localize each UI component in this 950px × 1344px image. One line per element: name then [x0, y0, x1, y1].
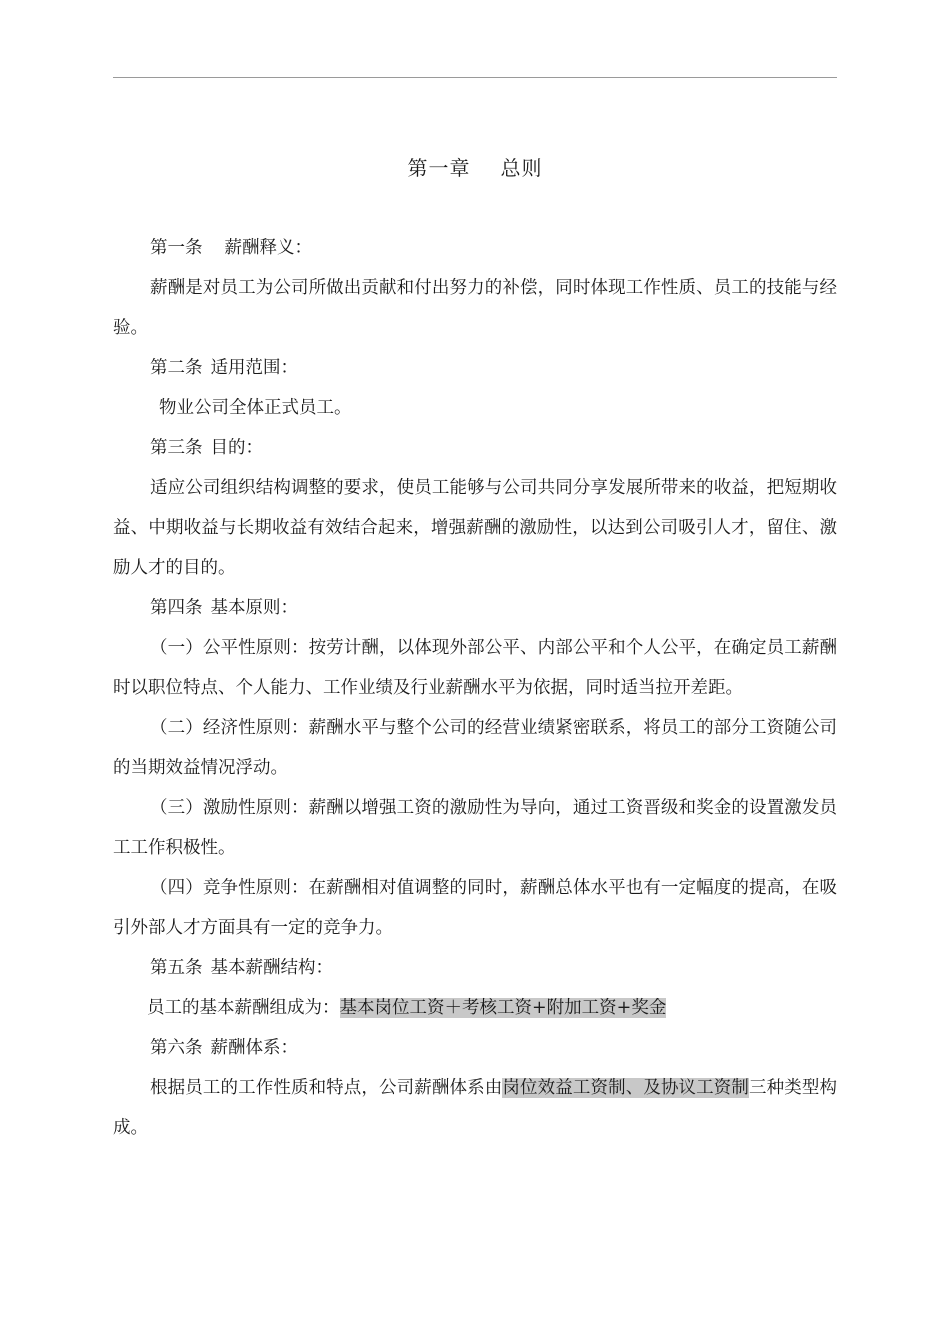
article-6-number: 第六条 — [150, 1038, 203, 1058]
article-3-title: 目的： — [210, 438, 263, 458]
article-4-principle-3: （三）激励性原则：薪酬以增强工资的激励性为导向，通过工资晋级和奖金的设置激发员工工作积极性。 — [113, 798, 837, 858]
chapter-title — [0, 154, 950, 182]
article-1-number: 第一条 — [150, 238, 203, 258]
article-3-heading — [113, 428, 837, 468]
article-5-body-text: 员工的基本薪酬组成为： — [147, 998, 340, 1018]
header-rule — [113, 77, 837, 78]
article-4-principle-2: （二）经济性原则：薪酬水平与整个公司的经营业绩紧密联系，将员工的部分工资随公司的当期效益情况浮动。 — [113, 718, 837, 778]
article-6-heading — [113, 1028, 837, 1068]
article-5-number: 第五条 — [150, 958, 203, 978]
article-3-body: 适应公司组织结构调整的要求，使员工能够与公司共同分享发展所带来的收益，把短期收益、中期收益与长期收益有效结合起来，增强薪酬的激励性，以达到公司吸引人才，留住、激励人才的目的。 — [113, 478, 837, 578]
article-2-heading — [113, 348, 837, 388]
article-6-title: 薪酬体系： — [210, 1038, 298, 1058]
chapter-number: 第一章 — [407, 156, 471, 180]
article-4-principle-1: （一）公平性原则：按劳计酬，以体现外部公平、内部公平和个人公平，在确定员工薪酬时以职位特点、个人能力、工作业绩及行业薪酬水平为依据，同时适当拉开差距。 — [113, 638, 837, 698]
article-5-body — [113, 988, 837, 1028]
document-body — [113, 228, 837, 1148]
article-6-body-suffix: 三种类型构成。 — [113, 1078, 838, 1138]
article-4-title: 基本原则： — [210, 598, 298, 618]
article-5-heading — [113, 948, 837, 988]
article-4-principle-4: （四）竞争性原则：在薪酬相对值调整的同时，薪酬总体水平也有一定幅度的提高，在吸引外部人才方面具有一定的竞争力。 — [113, 878, 837, 938]
article-1-title: 薪酬释义： — [224, 238, 312, 258]
article-5-title: 基本薪酬结构： — [210, 958, 333, 978]
article-1-body: 薪酬是对员工为公司所做出贡献和付出努力的补偿，同时体现工作性质、员工的技能与经验。 — [113, 278, 837, 338]
article-2-body: 物业公司全体正式员工。 — [159, 398, 352, 418]
article-5-highlight: 基本岗位工资＋考核工资+附加工资+奖金 — [339, 998, 667, 1018]
article-4-heading — [113, 588, 837, 628]
article-6-body — [113, 1068, 837, 1148]
chapter-name: 总则 — [500, 156, 543, 180]
article-1-heading — [113, 228, 837, 268]
article-4-number: 第四条 — [150, 598, 203, 618]
article-6-highlight: 岗位效益工资制、及协议工资制 — [502, 1078, 750, 1098]
article-6-body-prefix: 根据员工的工作性质和特点，公司薪酬体系由 — [150, 1078, 503, 1098]
article-3-number: 第三条 — [150, 438, 203, 458]
article-2-title: 适用范围： — [210, 358, 298, 378]
article-2-number: 第二条 — [150, 358, 203, 378]
